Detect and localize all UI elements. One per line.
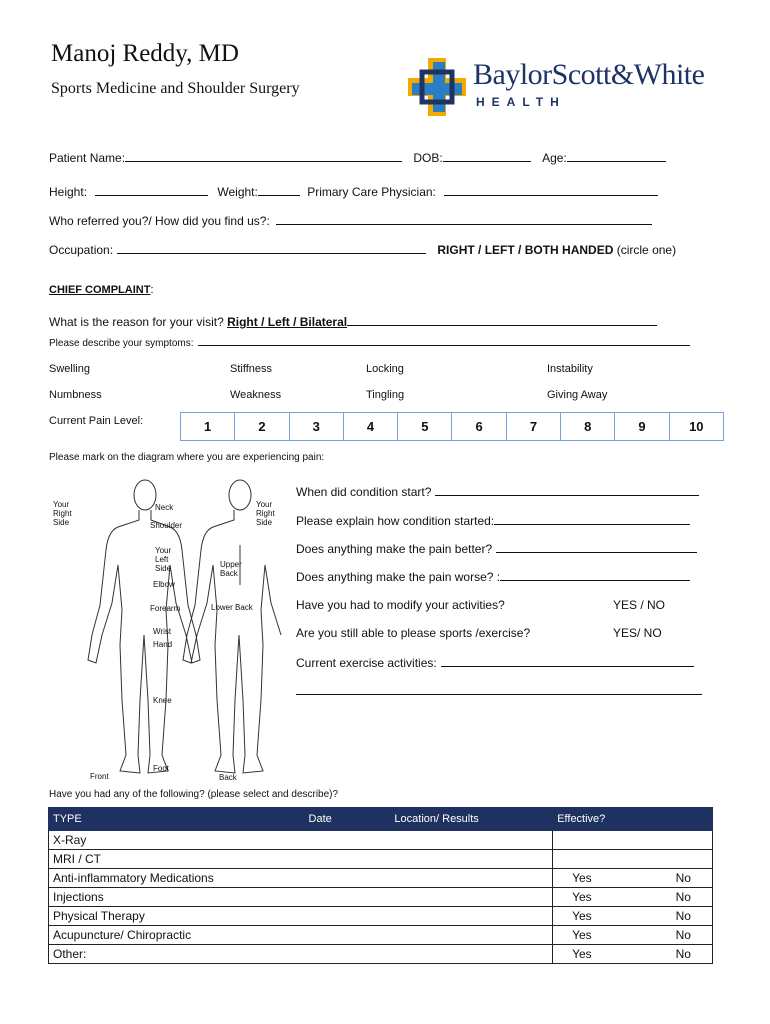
weight-field[interactable]	[258, 184, 300, 196]
reason-options[interactable]: Right / Left / Bilateral	[227, 315, 348, 329]
q-condition-start-field[interactable]	[435, 484, 699, 496]
label-front-right-side: Your Right Side	[53, 500, 72, 527]
label-lower-back: Lower Back	[211, 603, 253, 612]
q-sports: Are you still able to please sports /exercise?	[296, 626, 531, 640]
referral-row	[49, 213, 652, 228]
table-row[interactable]	[49, 926, 713, 945]
label-back: Back	[219, 773, 237, 782]
table-header-row	[49, 808, 713, 831]
q-better-field[interactable]	[496, 541, 697, 553]
dob-label: DOB:	[413, 151, 443, 165]
label-shoulder: Shoulder	[150, 521, 183, 530]
label-left-side: Your Left Side	[155, 546, 172, 573]
occupation-field[interactable]	[117, 242, 426, 254]
label-foot: Foot	[153, 764, 170, 773]
row-type: Other:	[49, 945, 553, 964]
patient-name-label: Patient Name:	[49, 151, 126, 165]
no-option[interactable]: No	[655, 869, 713, 888]
pcp-label: Primary Care Physician:	[307, 185, 436, 199]
row-type: Acupuncture/ Chiropractic	[49, 926, 553, 945]
col-date: Date	[304, 808, 390, 831]
age-label: Age:	[542, 151, 567, 165]
q-worse: Does anything make the pain worse? :	[296, 570, 501, 584]
pcp-field[interactable]	[444, 184, 658, 196]
logo-sub: HEALTH	[476, 95, 566, 109]
pain-level-6[interactable]: 6	[452, 413, 506, 440]
weight-label: Weight:	[217, 185, 258, 199]
row-type: MRI / CT	[49, 850, 553, 869]
q-condition-start-row	[296, 484, 699, 499]
pain-level-5[interactable]: 5	[398, 413, 452, 440]
table-row[interactable]	[49, 869, 713, 888]
baylor-cross-logo-icon	[408, 58, 468, 116]
referral-field[interactable]	[276, 213, 652, 225]
yes-option[interactable]: Yes	[553, 907, 611, 926]
height-label: Height:	[49, 185, 88, 199]
q-modify-answer[interactable]: YES / NO	[613, 598, 666, 612]
symptoms-label: Please describe your symptoms:	[49, 338, 194, 349]
label-back-right-side: Your Right Side	[256, 500, 275, 527]
symptom-swelling[interactable]: Swelling	[49, 363, 90, 375]
pain-level-10[interactable]: 10	[689, 419, 704, 434]
q-sports-answer[interactable]: YES/ NO	[613, 626, 662, 640]
symptom-locking[interactable]: Locking	[366, 363, 404, 375]
chief-complaint-heading-row	[49, 284, 154, 296]
spacer	[611, 945, 655, 964]
symptom-instability[interactable]: Instability	[547, 363, 593, 375]
table-row[interactable]	[49, 945, 713, 964]
q-exercise-field-2[interactable]	[296, 683, 702, 695]
q-better-row	[296, 541, 697, 556]
col-type: TYPE	[49, 808, 305, 831]
dob-field[interactable]	[443, 150, 531, 162]
history-table	[48, 807, 713, 964]
occupation-row	[49, 242, 676, 257]
yes-option[interactable]: Yes	[553, 926, 611, 945]
spacer	[611, 907, 655, 926]
q-how-started: Please explain how condition started:	[296, 514, 495, 528]
no-option[interactable]: No	[655, 945, 713, 964]
label-front: Front	[90, 772, 109, 781]
pain-level-label: Current Pain Level:	[49, 415, 144, 427]
q-how-started-field[interactable]	[494, 513, 690, 525]
chief-complaint-colon: :	[150, 284, 154, 296]
diagram-instruction: Please mark on the diagram where you are experiencing pain:	[49, 452, 325, 463]
reason-label: What is the reason for your visit?	[49, 315, 224, 329]
history-label: Have you had any of the following? (please select and describe)?	[49, 789, 339, 800]
height-row	[49, 184, 658, 199]
pain-level-1[interactable]: 1	[181, 413, 235, 440]
pain-level-9[interactable]: 9	[615, 413, 669, 440]
row-type: X-Ray	[49, 831, 553, 850]
q-how-started-row	[296, 513, 690, 528]
chief-complaint-heading: CHIEF COMPLAINT	[49, 284, 151, 296]
q-better: Does anything make the pain better?	[296, 542, 493, 556]
label-upper-back: Upper Back	[220, 560, 242, 578]
symptom-giving-away[interactable]: Giving Away	[547, 389, 608, 401]
spacer	[611, 869, 655, 888]
col-effective: Effective?	[553, 808, 713, 831]
label-neck: Neck	[155, 503, 174, 512]
reason-row	[49, 314, 657, 329]
pain-level-4[interactable]: 4	[344, 413, 398, 440]
table-row[interactable]	[49, 907, 713, 926]
col-location-results: Location/ Results	[390, 808, 553, 831]
specialty: Sports Medicine and Shoulder Surgery	[51, 80, 300, 97]
spacer	[611, 888, 655, 907]
yes-option[interactable]: Yes	[553, 888, 611, 907]
patient-name-row	[49, 150, 666, 165]
row-type: Injections	[49, 888, 553, 907]
label-elbow: Elbow	[153, 580, 175, 589]
referral-label: Who referred you?/ How did you find us?:	[49, 214, 270, 228]
q-exercise-row	[296, 655, 694, 670]
q-exercise: Current exercise activities:	[296, 656, 437, 670]
label-hand: Hand	[153, 640, 173, 649]
handed-note: (circle one)	[616, 243, 677, 257]
no-option[interactable]: No	[655, 888, 713, 907]
table-row[interactable]	[49, 831, 713, 850]
effective-cell[interactable]	[553, 850, 713, 869]
effective-cell[interactable]	[553, 831, 713, 850]
row-type: Physical Therapy	[49, 907, 553, 926]
q-worse-field[interactable]	[500, 569, 690, 581]
yes-option[interactable]: Yes	[553, 945, 611, 964]
no-option[interactable]: No	[655, 926, 713, 945]
symptom-weakness[interactable]: Weakness	[230, 389, 282, 401]
pain-level-8[interactable]: 8	[561, 413, 615, 440]
table-row[interactable]	[49, 888, 713, 907]
label-knee: Knee	[153, 696, 172, 705]
table-row[interactable]	[49, 850, 713, 869]
q-exercise-field[interactable]	[441, 655, 694, 667]
handed-options[interactable]: RIGHT / LEFT / BOTH HANDED	[437, 243, 614, 257]
pain-level-3[interactable]: 3	[290, 413, 344, 440]
occupation-label: Occupation:	[49, 243, 114, 257]
symptom-numbness[interactable]: Numbness	[49, 389, 102, 401]
patient-name-field[interactable]	[125, 150, 402, 162]
symptom-tingling[interactable]: Tingling	[366, 389, 405, 401]
yes-option[interactable]: Yes	[553, 869, 611, 888]
doctor-name: Manoj Reddy, MD	[51, 40, 239, 67]
q-modify-activities: Have you had to modify your activities?	[296, 598, 505, 612]
row-type: Anti-inflammatory Medications	[49, 869, 553, 888]
pain-level-7[interactable]: 7	[507, 413, 561, 440]
symptoms-field[interactable]	[198, 336, 690, 346]
q-condition-start: When did condition start?	[296, 485, 432, 499]
age-field[interactable]	[567, 150, 666, 162]
logo-name: BaylorScott&White	[473, 58, 705, 91]
q-worse-row	[296, 569, 690, 584]
label-wrist: Wrist	[153, 627, 172, 636]
pain-level-2[interactable]: 2	[235, 413, 289, 440]
height-field[interactable]	[95, 184, 208, 196]
label-forearm: Forearm	[150, 604, 181, 613]
spacer	[611, 926, 655, 945]
pain-scale	[180, 412, 724, 441]
reason-field[interactable]	[347, 314, 657, 326]
symptoms-row	[49, 336, 690, 349]
symptom-stiffness[interactable]: Stiffness	[230, 363, 272, 375]
no-option[interactable]: No	[655, 907, 713, 926]
